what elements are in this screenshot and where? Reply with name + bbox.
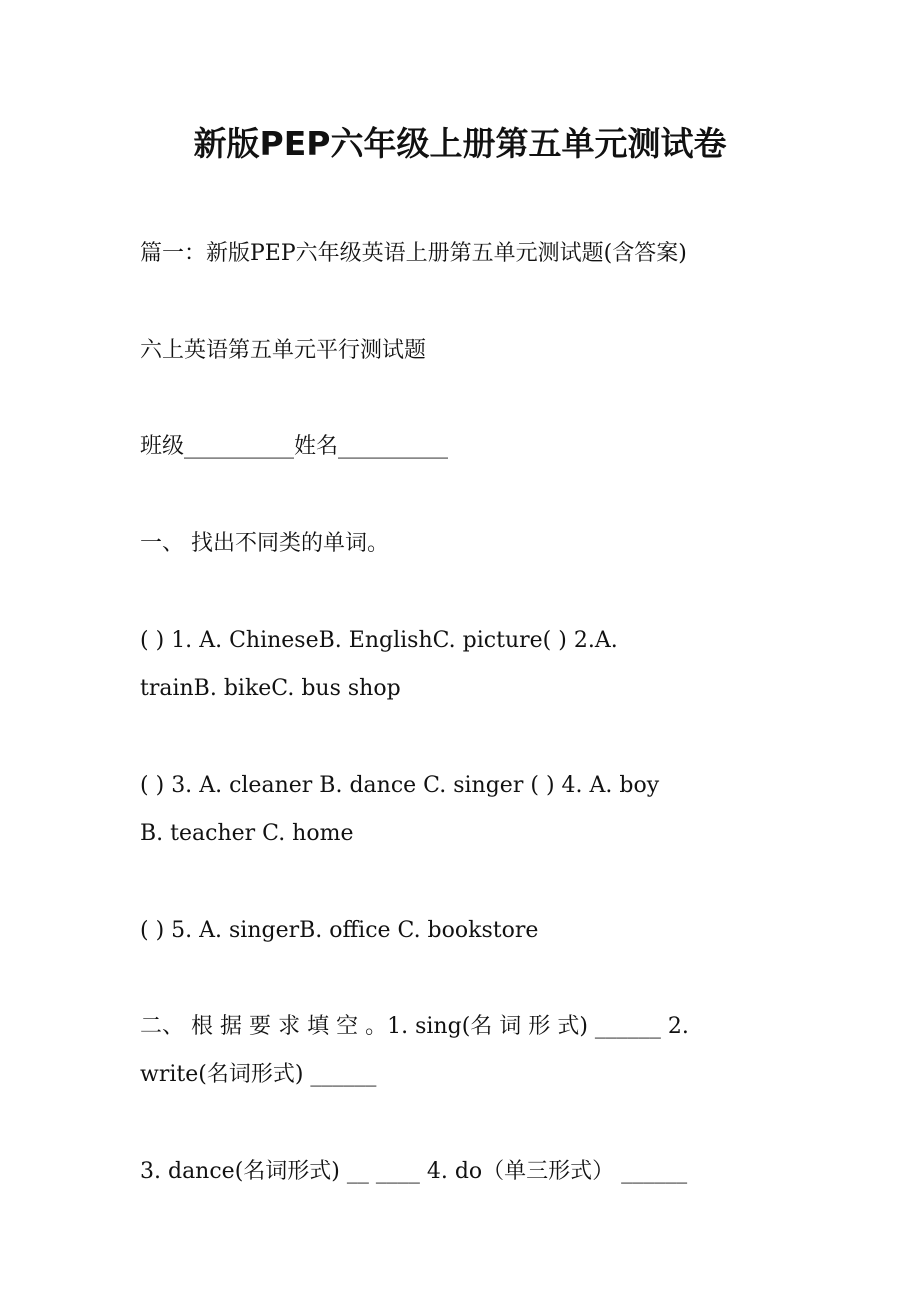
word: 词 <box>499 1014 522 1039</box>
word: 4. <box>561 773 583 798</box>
word: ( <box>530 773 539 798</box>
word: ( <box>140 773 149 798</box>
word: 求 <box>278 1014 301 1039</box>
class-name-line: 班级__________姓名__________ <box>140 434 449 459</box>
word: A. <box>589 773 613 798</box>
word: 要 <box>249 1014 272 1039</box>
word: A. <box>199 773 223 798</box>
section2-line1 <box>140 1003 780 1051</box>
q3-4-line1 <box>140 762 780 810</box>
section1-q1-2 <box>140 617 800 713</box>
section1-q5: ( ) 5. A. singerB. office C. bookstore <box>140 918 539 943</box>
q3-4-line2: B. teacher C. home <box>140 821 354 846</box>
word: 填 <box>307 1014 330 1039</box>
word: 根 <box>191 1014 214 1039</box>
test-name: 六上英语第五单元平行测试题 <box>140 338 427 363</box>
word: boy <box>619 773 660 798</box>
word: dance <box>349 773 417 798</box>
word: 1. <box>171 628 193 653</box>
word: ChineseB. <box>229 628 342 653</box>
word: 二、 <box>140 1014 185 1039</box>
word: 3. <box>171 773 193 798</box>
word: 形 <box>528 1014 551 1039</box>
section1-q3-4 <box>140 762 800 858</box>
word: 式) <box>557 1014 588 1039</box>
section2-line2: write(名词形式) ______ <box>140 1062 377 1087</box>
word: ) <box>155 628 165 653</box>
q1-2-line2: trainB. bikeC. bus shop <box>140 676 401 701</box>
word: 空 <box>336 1014 359 1039</box>
word: 。1. <box>365 1014 409 1039</box>
section2-block <box>140 1003 800 1099</box>
word: EnglishC. <box>348 628 456 653</box>
word: ( <box>140 628 149 653</box>
q1-2-line1 <box>140 617 780 665</box>
word: picture( <box>462 628 552 653</box>
word: sing(名 <box>415 1014 493 1039</box>
word: singer <box>453 773 524 798</box>
word: 据 <box>220 1014 243 1039</box>
word: ______ <box>594 1014 661 1039</box>
word: A. <box>199 628 223 653</box>
section1-heading: 一、 找出不同类的单词。 <box>140 531 389 556</box>
word: ) <box>545 773 555 798</box>
word: 2.A. <box>573 628 618 653</box>
word: 2. <box>667 1014 689 1039</box>
word: ) <box>155 773 165 798</box>
document-title: 新版PEP六年级上册第五单元测试卷 <box>193 124 727 163</box>
word: cleaner <box>229 773 313 798</box>
section2-line3: 3. dance(名词形式) __ ____ 4. do（单三形式） ______ <box>140 1159 688 1184</box>
word: B. <box>319 773 343 798</box>
word: ) <box>558 628 567 653</box>
word: C. <box>423 773 447 798</box>
document-subtitle: 篇一：新版PEP六年级英语上册第五单元测试题(含答案) <box>140 241 687 266</box>
